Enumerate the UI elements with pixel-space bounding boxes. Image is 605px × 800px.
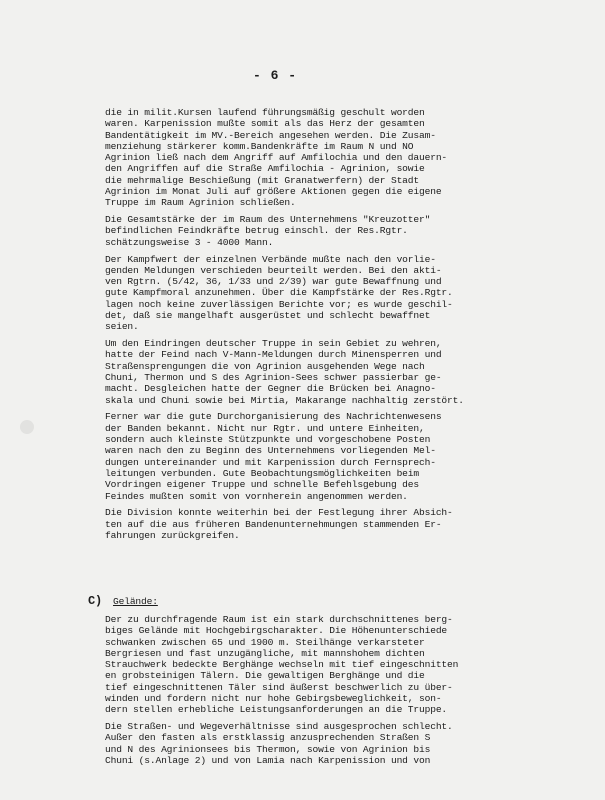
section-letter: C) <box>88 594 103 608</box>
paragraph: die in milit.Kursen laufend führungsmäßig geschult worden waren. Karpenission mußte somit als das Herz der gesamten Bandentätigkeit im MV.-Bereich angesehen werden. Die Zusam- menziehung stärkerer komm.Bandenkräfte im Raum N und NO Agrinion ließ nach dem Angriff auf Amfilochia und den dauern- den Angriffen auf die Straße Amfilochia - Agrinion, sowie die mehrmalige Beschießung (mit Granatwerfern) der Stadt Agrinion im Monat Juli auf größere Aktionen gegen die eigene Truppe im Raum Agrinion schließen. <box>105 107 448 209</box>
paragraph: Die Gesamtstärke der im Raum des Unternehmens "Kreuzotter" befindlichen Feindkräfte betrug einschl. der Res.Rgtr. schätzungsweise 3 - 4000 Mann. <box>105 214 431 248</box>
page-number: - 6 - <box>253 68 298 83</box>
paragraph: Der Kampfwert der einzelnen Verbände mußte nach den vorlie- genden Meldungen verschieden beurteilt werden. Bei den akti- ven Rgtrn. (5/42, 36, 1/33 und 2/39) war gute Bewaffnung und gute Kampfmoral anzunehmen. Über die Kampfstärke der Res.Rgtr. lagen noch keine zuverlässigen Berichte vor; es wurde geschil- det, daß sie mangelhaft ausgerüstet und schlecht bewaffnet seien. <box>105 253 453 333</box>
section-heading: Gelände: <box>113 596 158 607</box>
punch-hole <box>20 420 34 434</box>
section-body <box>105 614 565 772</box>
main-text <box>105 107 565 547</box>
paragraph: Die Division konnte weiterhin bei der Festlegung ihrer Absich- ten auf die aus früheren Bandenunternehmungen stammenden Er- fahrungen zurückgreifen. <box>105 507 453 541</box>
paragraph: Der zu durchfragende Raum ist ein stark durchschnittenes berg- biges Gelände mit Hochgebirgscharakter. Die Höhenunterschiede schwanken zwischen 65 und 1900 m. Steilhänge verkarsteter Bergriesen und fast unzugängliche, mit mannshohem dichten Strauchwerk bedeckte Berghänge wechseln mit tief eingeschnitten en grobsteinigen Tälern. Die gewaltigen Berghänge und die tief eingeschnittenen Täler sind äußerst beschwerlich zu über- winden und fordern nicht nur hohe Gebirgsbeweglichkeit, son- dern stellen erhebliche Leistungsanforderungen an die Truppe. <box>105 614 459 716</box>
paragraph: Ferner war die gute Durchorganisierung des Nachrichtenwesens der Banden bekannt. Nicht nur Rgtr. und untere Einheiten, sondern auch kleinste Stützpunkte und vorgeschobene Posten waren nach den zu Beginn des Unternehmens vorliegenden Mel- dungen untereinander und mit Karpenission durch Fernsprech- leitungen verbunden. Gute Beobachtungsmöglichkeiten beim Vordringen eigener Truppe und schnelle Befehlsgebung des Feindes mußten somit von vornherein angenommen werden. <box>105 411 442 502</box>
paragraph: Die Straßen- und Wegeverhältnisse sind ausgesprochen schlecht. Außer den fasten als erstklassig anzusprechenden Straßen S und N des Agrinionsees bis Thermon, sowie von Agrinion bis Chuni (s.Anlage 2) und von Lamia nach Karpenission und von <box>105 721 453 767</box>
paragraph: Um den Eindringen deutscher Truppe in sein Gebiet zu wehren, hatte der Feind nach V-Mann-Meldungen durch Minensperren und Straßensprengungen die von Agrinion ausgehenden Wege nach Chuni, Thermon und S des Agrinion-Sees schwer passierbar ge- macht. Desgleichen hatte der Gegner die Brücken bei Anagno- skala und Chuni sowie bei Mirtia, Makarange nachhaltig zerstört. <box>105 338 464 406</box>
